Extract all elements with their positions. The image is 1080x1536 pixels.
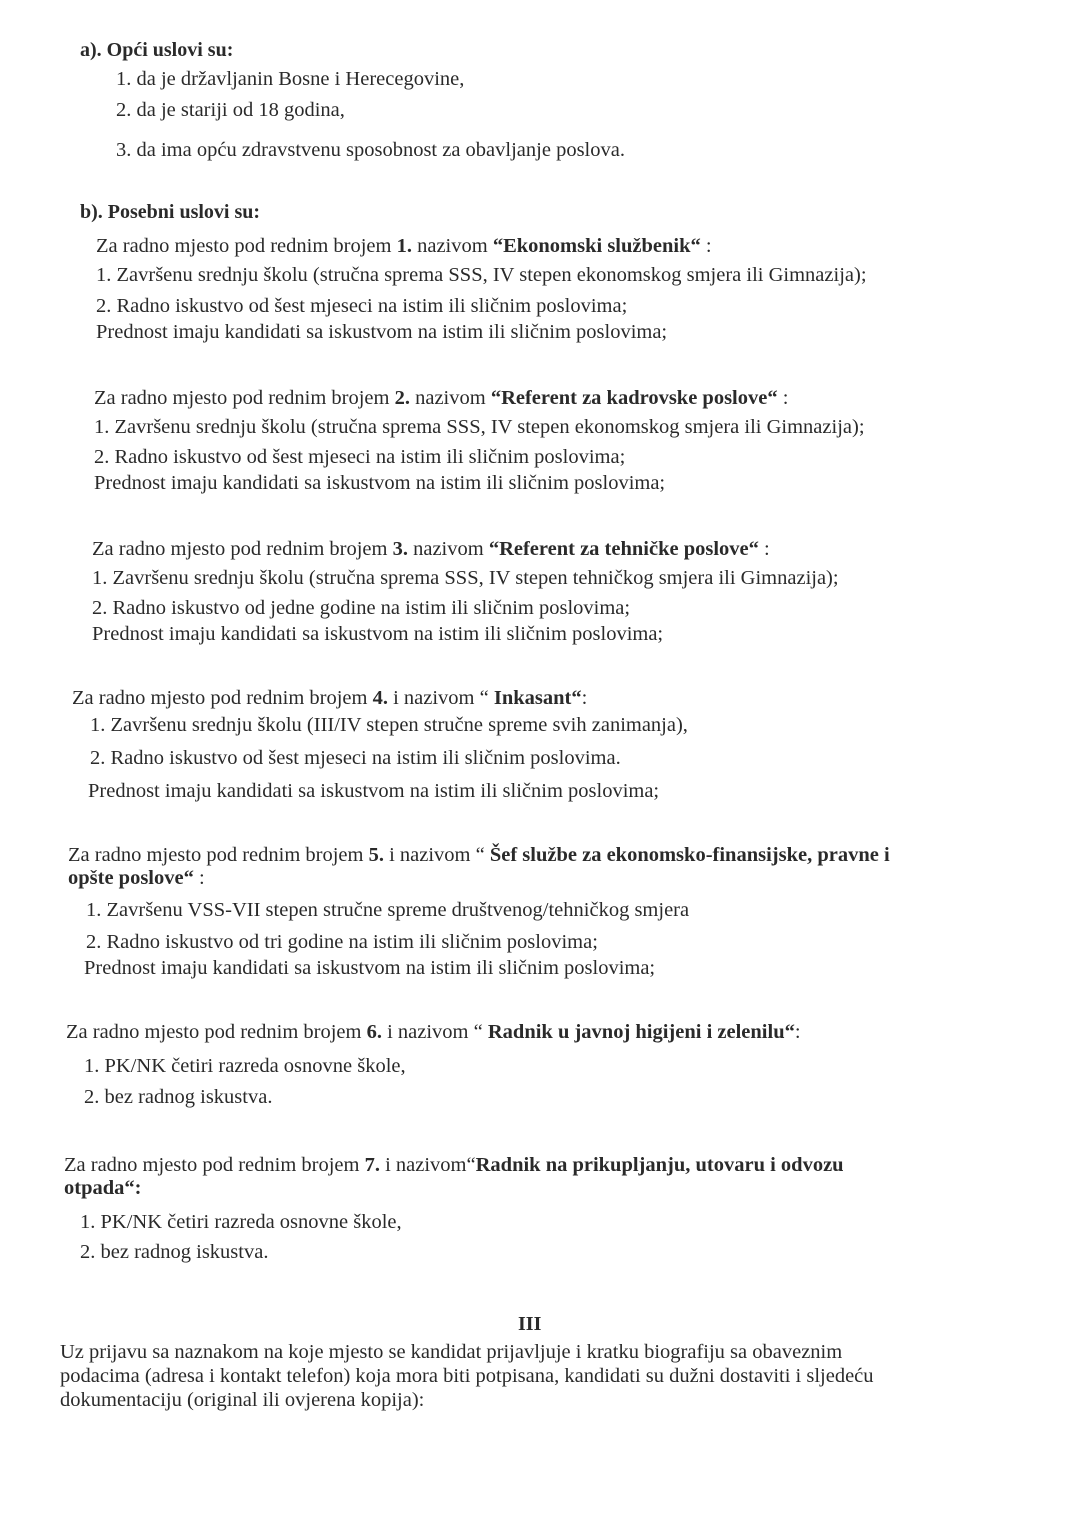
position-2-note: Prednost imaju kandidati sa iskustvom na istim ili sličnim poslovima; [94, 472, 666, 494]
section-paragraph-line: Uz prijavu sa naznakom na koje mjesto se kandidat prijavljuje i kratku biografiju sa obaveznim [60, 1341, 843, 1363]
general-heading: a). Opći uslovi su: [80, 39, 234, 61]
position-6-item: 1. PK/NK četiri razreda osnovne škole, [84, 1055, 406, 1077]
section-paragraph-line: podacima (adresa i kontakt telefon) koja mora biti potpisana, kandidati su dužni dostaviti i sljedeću [60, 1365, 874, 1387]
position-1-item: 2. Radno iskustvo od šest mjeseci na istim ili sličnim poslovima; [96, 295, 628, 317]
position-tail: : [581, 687, 588, 709]
position-mid: i nazivom“ [379, 1154, 476, 1176]
position-4-item: 2. Radno iskustvo od šest mjeseci na istim ili sličnim poslovima. [90, 747, 621, 769]
position-1-note: Prednost imaju kandidati sa iskustvom na istim ili sličnim poslovima; [96, 321, 668, 343]
position-mid: i nazivom “ [387, 687, 494, 709]
position-2-item: 1. Završenu srednju školu (stručna sprema SSS, IV stepen ekonomskog smjera ili Gimnazija); [94, 416, 865, 438]
position-5-heading [68, 843, 890, 867]
position-tail: : [777, 387, 789, 409]
position-1-item: 1. Završenu srednju školu (stručna sprema SSS, IV stepen ekonomskog smjera ili Gimnazija); [96, 264, 867, 286]
position-title: “Referent za tehničke poslove“ [488, 538, 759, 560]
position-mid: i nazivom “ [383, 844, 490, 866]
position-mid: nazivom [407, 538, 489, 560]
position-3-note: Prednost imaju kandidati sa iskustvom na istim ili sličnim poslovima; [92, 623, 664, 645]
position-intro: Za radno mjesto pod rednim brojem [72, 687, 368, 709]
position-number: 3. [392, 538, 408, 560]
section-paragraph-line: dokumentaciju (original ili ovjerena kopija): [60, 1389, 425, 1411]
position-title: Inkasant“ [493, 687, 582, 709]
position-intro: Za radno mjesto pod rednim brojem [92, 538, 388, 560]
position-4-item: 1. Završenu srednju školu (III/IV stepen stručne spreme svih zanimanja), [90, 714, 688, 736]
position-2-item: 2. Radno iskustvo od šest mjeseci na istim ili sličnim poslovima; [94, 446, 626, 468]
position-3-item: 1. Završenu srednju školu (stručna sprema SSS, IV stepen tehničkog smjera ili Gimnazija); [92, 567, 839, 589]
position-4-note: Prednost imaju kandidati sa iskustvom na istim ili sličnim poslovima; [88, 780, 660, 802]
special-heading: b). Posebni uslovi su: [80, 201, 261, 223]
position-1-heading [96, 234, 712, 258]
position-number: 5. [368, 844, 384, 866]
position-intro: Za radno mjesto pod rednim brojem [66, 1021, 362, 1043]
position-title: Šef službe za ekonomsko-finansijske, pravne i [489, 844, 890, 866]
general-item: 1. da je državljanin Bosne i Herecegovine, [116, 68, 465, 90]
position-tail: : [193, 867, 205, 889]
position-5-item: 2. Radno iskustvo od tri godine na istim ili sličnim poslovima; [86, 931, 598, 953]
position-intro: Za radno mjesto pod rednim brojem [94, 387, 390, 409]
position-7-item: 1. PK/NK četiri razreda osnovne škole, [80, 1211, 402, 1233]
position-title-cont: opšte poslove“ [68, 867, 194, 889]
position-5-heading-cont [68, 866, 205, 890]
general-item: 3. da ima opću zdravstvenu sposobnost za obavljanje poslova. [116, 139, 625, 161]
position-mid: nazivom [409, 387, 491, 409]
position-number: 4. [372, 687, 388, 709]
position-3-item: 2. Radno iskustvo od jedne godine na istim ili sličnim poslovima; [92, 597, 631, 619]
position-6-heading [66, 1020, 801, 1044]
position-7-heading-cont [64, 1176, 141, 1200]
position-number: 7. [364, 1154, 380, 1176]
position-3-heading [92, 537, 770, 561]
position-title-cont: otpada“: [64, 1177, 142, 1199]
general-item: 2. da je stariji od 18 godina, [116, 99, 345, 121]
position-6-item: 2. bez radnog iskustva. [84, 1086, 273, 1108]
position-intro: Za radno mjesto pod rednim brojem [64, 1154, 360, 1176]
position-mid: nazivom [411, 235, 493, 257]
position-number: 6. [366, 1021, 382, 1043]
position-tail: : [794, 1021, 801, 1043]
position-number: 1. [396, 235, 412, 257]
position-intro: Za radno mjesto pod rednim brojem [96, 235, 392, 257]
position-number: 2. [394, 387, 410, 409]
position-5-item: 1. Završenu VSS-VII stepen stručne spreme društvenog/tehničkog smjera [86, 899, 690, 921]
position-5-note: Prednost imaju kandidati sa iskustvom na istim ili sličnim poslovima; [84, 957, 656, 979]
position-4-heading [72, 686, 587, 710]
position-mid: i nazivom “ [381, 1021, 488, 1043]
position-title: “Referent za kadrovske poslove“ [490, 387, 778, 409]
position-tail: : [700, 235, 712, 257]
position-tail: : [758, 538, 770, 560]
position-title: Radnik na prikupljanju, utovaru i odvozu [475, 1154, 844, 1176]
position-2-heading [94, 386, 788, 410]
position-title: “Ekonomski službenik“ [492, 235, 701, 257]
position-title: Radnik u javnoj higijeni i zelenilu“ [487, 1021, 795, 1043]
position-7-item: 2. bez radnog iskustva. [80, 1241, 269, 1263]
section-numeral: III [518, 1313, 542, 1335]
position-7-heading [64, 1153, 844, 1177]
position-intro: Za radno mjesto pod rednim brojem [68, 844, 364, 866]
